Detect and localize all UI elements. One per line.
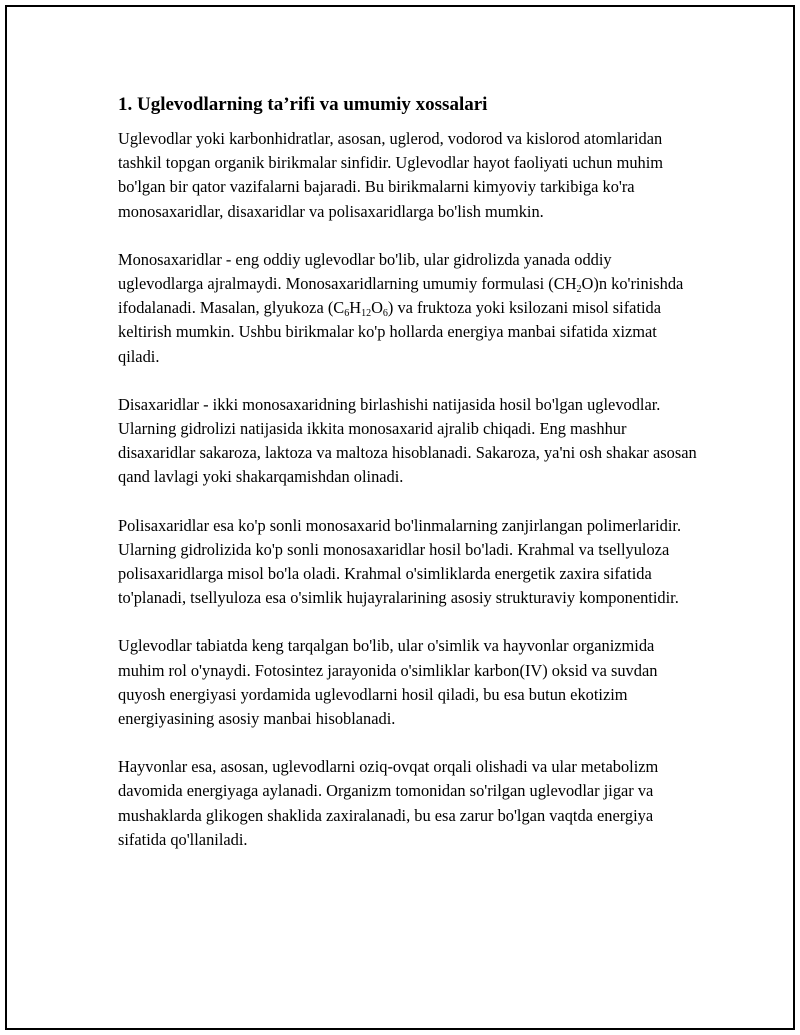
mono-text-3: H (349, 298, 362, 318)
paragraph-polysaccharides: Polisaxaridlar esa ko'p sonli monosaxarid bo'linmalarning zanjirlangan polimerlaridir. Ularning gidrolizida ko'p sonli monosaxaridlar hosil bo'ladi. Krahmal va tsellyuloza polisaxaridlarga misol bo'la oladi. Krahmal o'simliklarda energetik zaxira sifatida to'planadi, tsellyuloza esa o'simlik hujayralarining asosiy strukturaviy komponentidir. (118, 515, 682, 608)
paragraph-disaccharides: Disaxaridlar - ikki monosaxaridning birlashishi natijasida hosil bo'lgan uglevodlar. Ularning gidrolizi natijasida ikkita monosaxarid ajralib chiqadi. Eng mashhur disaxaridlar sakaroza, laktoza va maltoza hisoblanadi. Sakaroza, ya'ni osh shakar asosan qand lavlagi yoki shakarqamishdan olinadi. (118, 394, 697, 487)
subscript-ch2: 2 (576, 284, 582, 296)
mono-text-2: O)n ko'rinishda ifodalanadi. Masalan, glyukoza (C (118, 274, 684, 318)
mono-text-4: O (371, 298, 383, 318)
subscript-h12: 12 (361, 308, 372, 320)
paragraph-animals: Hayvonlar esa, asosan, uglevodlarni oziq-ovqat orqali olishadi va ular metabolizm davomida energiyaga aylanadi. Organizm tomonidan so'rilgan uglevodlar jigar va mushaklarda glikogen shaklida zaxiralanadi, bu esa zarur bo'lgan vaqtda energiya sifatida qo'llaniladi. (118, 757, 659, 849)
mono-text-1: Monosaxaridlar - eng oddiy uglevodlar bo'lib, ular gidrolizda yanada oddiy uglevodlarga ajralmaydi. Monosaxaridlarning umumiy formulasi (CH (118, 249, 612, 294)
section-title: 1. Uglevodlarning ta’rifi va umumiy xossalari (118, 94, 488, 115)
document-body (118, 92, 698, 876)
paragraph-monosaccharides (118, 248, 698, 369)
subscript-c6: 6 (344, 308, 350, 320)
subscript-o6: 6 (382, 308, 388, 320)
paragraph-definition: Uglevodlar yoki karbonhidratlar, asosan, uglerod, vodorod va kislorod atomlaridan tashkil topgan organik birikmalar sinfidir. Uglevodlar hayot faoliyati uchun muhim bo'lgan bir qator vazifalarni bajaradi. Bu birikmalarni kimyoviy tarkibiga ko'ra monosaxaridlar, disaxaridlar va polisaxaridlarga bo'lish mumkin. (118, 129, 664, 221)
paragraph-nature: Uglevodlar tabiatda keng tarqalgan bo'lib, ular o'simlik va hayvonlar organizmida muhim rol o'ynaydi. Fotosintez jarayonida o'simliklar karbon(IV) oksid va suvdan quyosh energiyasi yordamida uglevodlarni hosil qiladi, bu esa butun ekotizim energiyasining asosiy manbai hisoblanadi. (118, 636, 658, 729)
mono-text-5: ) va fruktoza yoki ksilozani misol sifatida keltirish mumkin. Ushbu birikmalar ko'p hollarda energiya manbai sifatida xizmat qiladi. (118, 298, 662, 366)
